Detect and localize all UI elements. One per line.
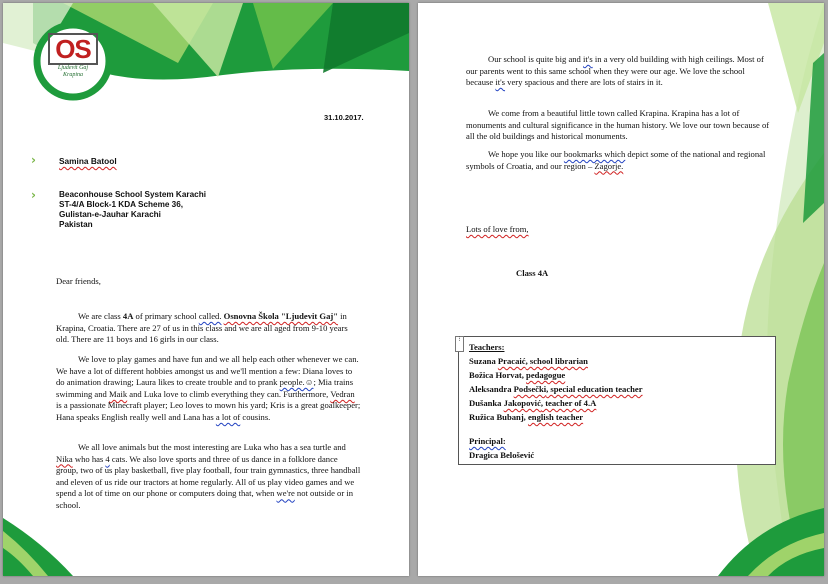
paragraph-4: Our school is quite big and it's in a very old building with high ceilings. Most of our parents went to this same school when they were our age. We love the school because it's very spacious and there are lots of stairs in it.: [466, 54, 764, 88]
address-line: ST-4/A Block-1 KDA Scheme 36,: [59, 200, 184, 209]
staff-text-box[interactable]: [458, 336, 776, 465]
chevron-right-icon: ›: [31, 188, 36, 202]
logo-letters: OS: [48, 33, 98, 65]
signature: Class 4A: [516, 268, 549, 278]
recipient-name: Samina Batool: [59, 156, 117, 166]
paragraph-2: We love to play games and have fun and we all help each other whenever we can. We have a lot of different hobbies amongst us and we'll mention a few: Diana loves to do animation drawing; Laura likes to create trouble and to prank people.☺; Mia trains swimming and Maik and Luka love to climb everything they can. Furthermore, Vedran is a passionate Minecraft player; Leo loves to mown his yard; Kris is a great goalkeeper; Hana speaks English really well and Lana has a lot of cousins.: [56, 354, 361, 422]
paragraph-6: We hope you like our bookmarks which depict some of the national and regional symbols of Croatia, and our region – Zagorje.: [466, 149, 766, 171]
teacher-entry: Dušanka Jakopović, teacher of 4.A: [469, 398, 597, 408]
paragraph-5: We come from a beautiful little town called Krapina. Krapina has a lot of monuments and cultural significance in the human history. We love our town because of all the old buildings and historical monuments.: [466, 108, 770, 142]
teacher-entry: Božica Horvat, pedagogue: [469, 370, 566, 380]
paragraph-1: We are class 4A of primary school called. Osnovna Škola "Ljudevit Gaj" in Krapina, Croatia. There are 27 of us in this class and we are all aged from 9-10 years old. There are 11 boys and 16 girls in our class.: [56, 311, 348, 345]
teacher-entry: Suzana Pracaić, school librarian: [469, 356, 588, 366]
chevron-right-icon: ›: [31, 153, 36, 167]
teacher-entry: Aleksandra Podsečki, special education teacher: [469, 384, 643, 394]
page-decoration-right: [418, 3, 824, 576]
text-box-handle[interactable]: ⁝: [455, 336, 464, 352]
page-1: [3, 3, 409, 576]
recipient-address: [59, 190, 206, 230]
principal-heading: Principal:: [469, 436, 506, 446]
address-line: Beaconhouse School System Karachi: [59, 190, 206, 199]
staff-list: [469, 340, 643, 462]
greeting: Dear friends,: [56, 276, 101, 286]
closing-line: Lots of love from,: [466, 224, 529, 234]
paragraph-3: We all love animals but the most interesting are Luka who has a sea turtle and Nika who has 4 cats. We also love sports and three of us dance in a folklore dance group, two of us play basketball, five play football, four train gymnastics, three handball and eleven of us ride our tractors at home regularly. All of us play video games and we spend a lot of time on our phone or computers doing that, when we're not outside or in school.: [56, 442, 361, 510]
logo-caption-1: Ljudevit Gaj: [57, 65, 89, 71]
page-2: [418, 3, 824, 576]
teacher-entry: Ružica Bubanj, english teacher: [469, 412, 584, 422]
logo-caption-2: Krapina: [62, 72, 83, 78]
letter-date: 31.10.2017.: [324, 113, 364, 122]
address-line: Gulistan-e-Jauhar Karachi: [59, 210, 161, 219]
address-line: Pakistan: [59, 220, 93, 229]
teachers-heading: Teachers:: [469, 342, 505, 352]
principal-name: Dragica Belošević: [469, 450, 535, 460]
school-logo: [45, 33, 101, 89]
